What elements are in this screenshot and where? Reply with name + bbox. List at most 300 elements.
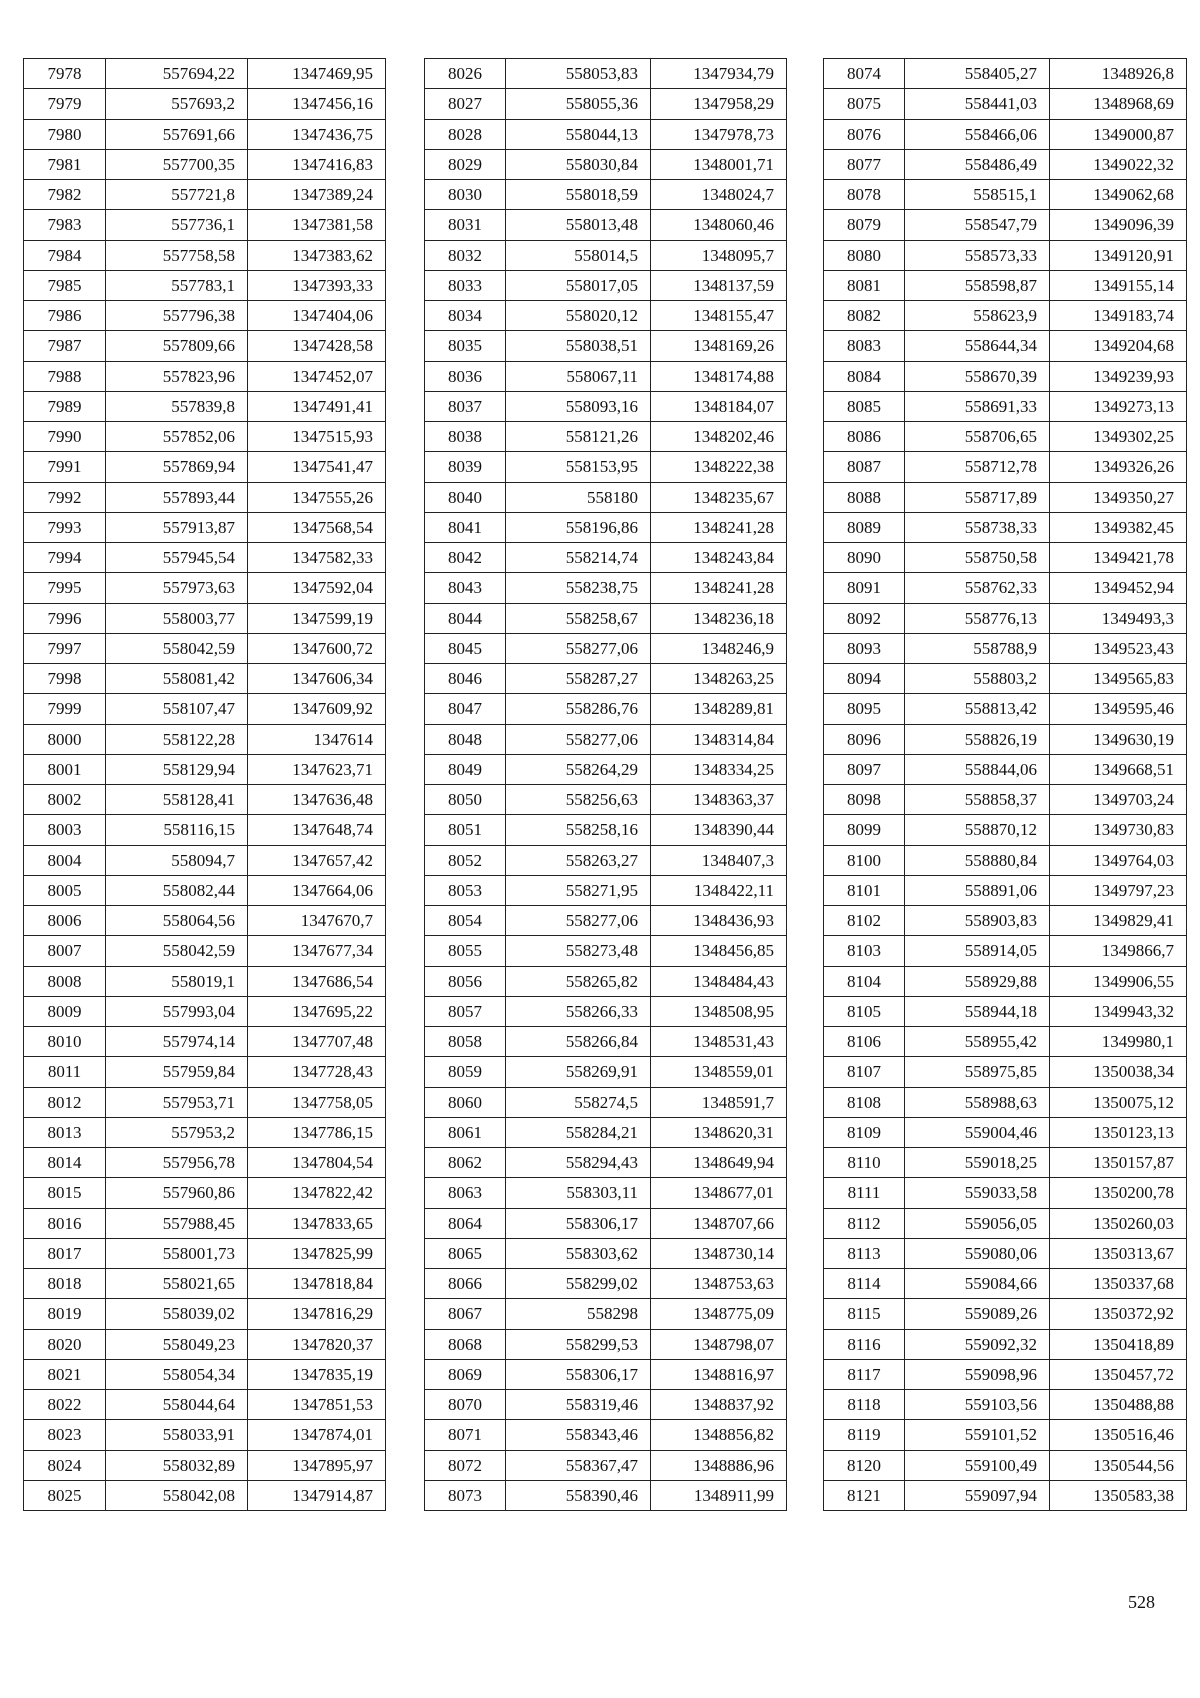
table-row xyxy=(425,694,787,724)
x-coordinate-cell: 558277,06 xyxy=(506,633,651,663)
y-coordinate-cell: 1347677,34 xyxy=(248,936,386,966)
y-coordinate-cell: 1347822,42 xyxy=(248,1178,386,1208)
y-coordinate-cell: 1349943,32 xyxy=(1050,996,1187,1026)
x-coordinate-cell: 557823,96 xyxy=(106,361,248,391)
y-coordinate-cell: 1349523,43 xyxy=(1050,633,1187,663)
table-row xyxy=(24,1148,386,1178)
point-number-cell: 8074 xyxy=(824,59,905,89)
y-coordinate-cell: 1349382,45 xyxy=(1050,512,1187,542)
y-coordinate-cell: 1349764,03 xyxy=(1050,845,1187,875)
table-row xyxy=(824,1027,1187,1057)
point-number-cell: 8024 xyxy=(24,1450,106,1480)
point-number-cell: 8121 xyxy=(824,1480,905,1510)
x-coordinate-cell: 558042,59 xyxy=(106,936,248,966)
y-coordinate-cell: 1349980,1 xyxy=(1050,1027,1187,1057)
table-row xyxy=(824,1148,1187,1178)
y-coordinate-cell: 1347728,43 xyxy=(248,1057,386,1087)
point-number-cell: 8039 xyxy=(425,452,506,482)
y-coordinate-cell: 1347393,33 xyxy=(248,270,386,300)
y-coordinate-cell: 1348968,69 xyxy=(1050,89,1187,119)
table-row xyxy=(24,210,386,240)
table-row xyxy=(425,1208,787,1238)
table-row xyxy=(24,694,386,724)
point-number-cell: 8115 xyxy=(824,1299,905,1329)
table-row xyxy=(425,1450,787,1480)
x-coordinate-cell: 558093,16 xyxy=(506,391,651,421)
y-coordinate-cell: 1349797,23 xyxy=(1050,875,1187,905)
x-coordinate-cell: 558273,48 xyxy=(506,936,651,966)
x-coordinate-cell: 558013,48 xyxy=(506,210,651,240)
y-coordinate-cell: 1348620,31 xyxy=(651,1117,787,1147)
y-coordinate-cell: 1350038,34 xyxy=(1050,1057,1187,1087)
point-number-cell: 8100 xyxy=(824,845,905,875)
table-row xyxy=(425,301,787,331)
point-number-cell: 8012 xyxy=(24,1087,106,1117)
y-coordinate-cell: 1348390,44 xyxy=(651,815,787,845)
table-row xyxy=(24,1329,386,1359)
x-coordinate-cell: 557993,04 xyxy=(106,996,248,1026)
y-coordinate-cell: 1348241,28 xyxy=(651,512,787,542)
x-coordinate-cell: 558644,34 xyxy=(905,331,1050,361)
x-coordinate-cell: 558441,03 xyxy=(905,89,1050,119)
table-row xyxy=(425,89,787,119)
point-number-cell: 8109 xyxy=(824,1117,905,1147)
point-number-cell: 7999 xyxy=(24,694,106,724)
y-coordinate-cell: 1347914,87 xyxy=(248,1480,386,1510)
y-coordinate-cell: 1350157,87 xyxy=(1050,1148,1187,1178)
table-row xyxy=(824,603,1187,633)
table-row xyxy=(24,845,386,875)
x-coordinate-cell: 559097,94 xyxy=(905,1480,1050,1510)
x-coordinate-cell: 558001,73 xyxy=(106,1238,248,1268)
y-coordinate-cell: 1349866,7 xyxy=(1050,936,1187,966)
y-coordinate-cell: 1348407,3 xyxy=(651,845,787,875)
point-number-cell: 8001 xyxy=(24,754,106,784)
y-coordinate-cell: 1347825,99 xyxy=(248,1238,386,1268)
y-coordinate-cell: 1347606,34 xyxy=(248,664,386,694)
x-coordinate-cell: 558054,34 xyxy=(106,1359,248,1389)
point-number-cell: 7988 xyxy=(24,361,106,391)
x-coordinate-cell: 557960,86 xyxy=(106,1178,248,1208)
x-coordinate-cell: 558367,47 xyxy=(506,1450,651,1480)
table-row xyxy=(24,270,386,300)
point-number-cell: 7996 xyxy=(24,603,106,633)
y-coordinate-cell: 1349829,41 xyxy=(1050,906,1187,936)
point-number-cell: 8055 xyxy=(425,936,506,966)
point-number-cell: 8094 xyxy=(824,664,905,694)
table-row xyxy=(824,633,1187,663)
table-row xyxy=(824,1299,1187,1329)
table-row xyxy=(824,391,1187,421)
y-coordinate-cell: 1348137,59 xyxy=(651,270,787,300)
point-number-cell: 8065 xyxy=(425,1238,506,1268)
x-coordinate-cell: 558844,06 xyxy=(905,754,1050,784)
y-coordinate-cell: 1347599,19 xyxy=(248,603,386,633)
x-coordinate-cell: 558264,29 xyxy=(506,754,651,784)
x-coordinate-cell: 558670,39 xyxy=(905,361,1050,391)
x-coordinate-cell: 558042,08 xyxy=(106,1480,248,1510)
x-coordinate-cell: 558265,82 xyxy=(506,966,651,996)
x-coordinate-cell: 558053,83 xyxy=(506,59,651,89)
y-coordinate-cell: 1347568,54 xyxy=(248,512,386,542)
table-row xyxy=(824,845,1187,875)
point-number-cell: 8038 xyxy=(425,422,506,452)
x-coordinate-cell: 558129,94 xyxy=(106,754,248,784)
table-row xyxy=(824,815,1187,845)
table-row xyxy=(824,694,1187,724)
x-coordinate-cell: 557691,66 xyxy=(106,119,248,149)
point-number-cell: 8014 xyxy=(24,1148,106,1178)
point-number-cell: 7995 xyxy=(24,573,106,603)
point-number-cell: 8053 xyxy=(425,875,506,905)
x-coordinate-cell: 558055,36 xyxy=(506,89,651,119)
table-row xyxy=(425,724,787,754)
table-row xyxy=(824,1390,1187,1420)
point-number-cell: 8075 xyxy=(824,89,905,119)
x-coordinate-cell: 559080,06 xyxy=(905,1238,1050,1268)
x-coordinate-cell: 557959,84 xyxy=(106,1057,248,1087)
x-coordinate-cell: 558573,33 xyxy=(905,240,1050,270)
x-coordinate-cell: 557758,58 xyxy=(106,240,248,270)
y-coordinate-cell: 1350075,12 xyxy=(1050,1087,1187,1117)
point-number-cell: 8011 xyxy=(24,1057,106,1087)
x-coordinate-cell: 558266,84 xyxy=(506,1027,651,1057)
table-row xyxy=(24,633,386,663)
y-coordinate-cell: 1348155,47 xyxy=(651,301,787,331)
table-row xyxy=(824,512,1187,542)
table-row xyxy=(425,1299,787,1329)
y-coordinate-cell: 1349000,87 xyxy=(1050,119,1187,149)
point-number-cell: 8056 xyxy=(425,966,506,996)
table-row xyxy=(425,482,787,512)
table-row xyxy=(824,573,1187,603)
table-row xyxy=(824,936,1187,966)
point-number-cell: 8017 xyxy=(24,1238,106,1268)
x-coordinate-cell: 558306,17 xyxy=(506,1208,651,1238)
table-row xyxy=(24,603,386,633)
point-number-cell: 7986 xyxy=(24,301,106,331)
y-coordinate-cell: 1348816,97 xyxy=(651,1359,787,1389)
y-coordinate-cell: 1348707,66 xyxy=(651,1208,787,1238)
coordinate-table-2 xyxy=(424,58,787,1511)
table-row xyxy=(425,1148,787,1178)
y-coordinate-cell: 1348531,43 xyxy=(651,1027,787,1057)
y-coordinate-cell: 1348456,85 xyxy=(651,936,787,966)
point-number-cell: 8045 xyxy=(425,633,506,663)
x-coordinate-cell: 558405,27 xyxy=(905,59,1050,89)
x-coordinate-cell: 557988,45 xyxy=(106,1208,248,1238)
x-coordinate-cell: 559100,49 xyxy=(905,1450,1050,1480)
x-coordinate-cell: 557893,44 xyxy=(106,482,248,512)
y-coordinate-cell: 1348174,88 xyxy=(651,361,787,391)
y-coordinate-cell: 1348926,8 xyxy=(1050,59,1187,89)
x-coordinate-cell: 558738,33 xyxy=(905,512,1050,542)
x-coordinate-cell: 558870,12 xyxy=(905,815,1050,845)
table-row xyxy=(824,180,1187,210)
y-coordinate-cell: 1348775,09 xyxy=(651,1299,787,1329)
x-coordinate-cell: 558033,91 xyxy=(106,1420,248,1450)
x-coordinate-cell: 558803,2 xyxy=(905,664,1050,694)
point-number-cell: 8072 xyxy=(425,1450,506,1480)
point-number-cell: 8106 xyxy=(824,1027,905,1057)
y-coordinate-cell: 1347934,79 xyxy=(651,59,787,89)
coordinate-table-body xyxy=(425,59,787,1511)
x-coordinate-cell: 558116,15 xyxy=(106,815,248,845)
table-row xyxy=(824,906,1187,936)
y-coordinate-cell: 1348911,99 xyxy=(651,1480,787,1510)
coordinate-table-1 xyxy=(23,58,386,1511)
x-coordinate-cell: 557973,63 xyxy=(106,573,248,603)
y-coordinate-cell: 1348246,9 xyxy=(651,633,787,663)
table-row xyxy=(824,331,1187,361)
table-row xyxy=(824,996,1187,1026)
y-coordinate-cell: 1349155,14 xyxy=(1050,270,1187,300)
y-coordinate-cell: 1347818,84 xyxy=(248,1269,386,1299)
x-coordinate-cell: 559018,25 xyxy=(905,1148,1050,1178)
table-row xyxy=(425,180,787,210)
x-coordinate-cell: 558466,06 xyxy=(905,119,1050,149)
table-row xyxy=(824,270,1187,300)
table-row xyxy=(425,361,787,391)
y-coordinate-cell: 1347895,97 xyxy=(248,1450,386,1480)
point-number-cell: 7993 xyxy=(24,512,106,542)
table-row xyxy=(24,119,386,149)
y-coordinate-cell: 1348436,93 xyxy=(651,906,787,936)
table-row xyxy=(425,331,787,361)
x-coordinate-cell: 558299,02 xyxy=(506,1269,651,1299)
y-coordinate-cell: 1350457,72 xyxy=(1050,1359,1187,1389)
point-number-cell: 8042 xyxy=(425,543,506,573)
point-number-cell: 8048 xyxy=(425,724,506,754)
y-coordinate-cell: 1347555,26 xyxy=(248,482,386,512)
table-row xyxy=(824,1329,1187,1359)
point-number-cell: 8043 xyxy=(425,573,506,603)
table-row xyxy=(425,966,787,996)
table-row xyxy=(24,573,386,603)
point-number-cell: 8006 xyxy=(24,906,106,936)
table-row xyxy=(425,270,787,300)
point-number-cell: 8082 xyxy=(824,301,905,331)
point-number-cell: 7984 xyxy=(24,240,106,270)
x-coordinate-cell: 558256,63 xyxy=(506,785,651,815)
x-coordinate-cell: 557693,2 xyxy=(106,89,248,119)
x-coordinate-cell: 558094,7 xyxy=(106,845,248,875)
point-number-cell: 8069 xyxy=(425,1359,506,1389)
table-row xyxy=(824,149,1187,179)
x-coordinate-cell: 558122,28 xyxy=(106,724,248,754)
table-row xyxy=(824,875,1187,905)
y-coordinate-cell: 1348024,7 xyxy=(651,180,787,210)
x-coordinate-cell: 558032,89 xyxy=(106,1450,248,1480)
x-coordinate-cell: 557913,87 xyxy=(106,512,248,542)
point-number-cell: 8087 xyxy=(824,452,905,482)
x-coordinate-cell: 559033,58 xyxy=(905,1178,1050,1208)
table-row xyxy=(425,210,787,240)
point-number-cell: 8015 xyxy=(24,1178,106,1208)
table-row xyxy=(824,1420,1187,1450)
table-row xyxy=(24,512,386,542)
point-number-cell: 8033 xyxy=(425,270,506,300)
x-coordinate-cell: 558274,5 xyxy=(506,1087,651,1117)
x-coordinate-cell: 558691,33 xyxy=(905,391,1050,421)
x-coordinate-cell: 558018,59 xyxy=(506,180,651,210)
point-number-cell: 8067 xyxy=(425,1299,506,1329)
point-number-cell: 8057 xyxy=(425,996,506,1026)
point-number-cell: 8110 xyxy=(824,1148,905,1178)
y-coordinate-cell: 1347389,24 xyxy=(248,180,386,210)
x-coordinate-cell: 558003,77 xyxy=(106,603,248,633)
y-coordinate-cell: 1348289,81 xyxy=(651,694,787,724)
point-number-cell: 7990 xyxy=(24,422,106,452)
y-coordinate-cell: 1349906,55 xyxy=(1050,966,1187,996)
point-number-cell: 8028 xyxy=(425,119,506,149)
point-number-cell: 7991 xyxy=(24,452,106,482)
x-coordinate-cell: 558903,83 xyxy=(905,906,1050,936)
table-row xyxy=(24,1027,386,1057)
x-coordinate-cell: 558988,63 xyxy=(905,1087,1050,1117)
x-coordinate-cell: 558306,17 xyxy=(506,1359,651,1389)
x-coordinate-cell: 558762,33 xyxy=(905,573,1050,603)
point-number-cell: 8071 xyxy=(425,1420,506,1450)
x-coordinate-cell: 558944,18 xyxy=(905,996,1050,1026)
point-number-cell: 7998 xyxy=(24,664,106,694)
y-coordinate-cell: 1348677,01 xyxy=(651,1178,787,1208)
point-number-cell: 8108 xyxy=(824,1087,905,1117)
point-number-cell: 8089 xyxy=(824,512,905,542)
table-row xyxy=(824,89,1187,119)
point-number-cell: 7978 xyxy=(24,59,106,89)
x-coordinate-cell: 558547,79 xyxy=(905,210,1050,240)
y-coordinate-cell: 1350583,38 xyxy=(1050,1480,1187,1510)
table-row xyxy=(24,1420,386,1450)
point-number-cell: 8111 xyxy=(824,1178,905,1208)
table-row xyxy=(24,422,386,452)
x-coordinate-cell: 558975,85 xyxy=(905,1057,1050,1087)
point-number-cell: 8117 xyxy=(824,1359,905,1389)
x-coordinate-cell: 558286,76 xyxy=(506,694,651,724)
point-number-cell: 8003 xyxy=(24,815,106,845)
x-coordinate-cell: 557736,1 xyxy=(106,210,248,240)
point-number-cell: 7981 xyxy=(24,149,106,179)
y-coordinate-cell: 1347381,58 xyxy=(248,210,386,240)
point-number-cell: 8066 xyxy=(425,1269,506,1299)
y-coordinate-cell: 1349096,39 xyxy=(1050,210,1187,240)
y-coordinate-cell: 1347428,58 xyxy=(248,331,386,361)
x-coordinate-cell: 558042,59 xyxy=(106,633,248,663)
point-number-cell: 8084 xyxy=(824,361,905,391)
table-row xyxy=(24,1390,386,1420)
x-coordinate-cell: 557953,71 xyxy=(106,1087,248,1117)
y-coordinate-cell: 1350200,78 xyxy=(1050,1178,1187,1208)
table-row xyxy=(425,59,787,89)
y-coordinate-cell: 1349204,68 xyxy=(1050,331,1187,361)
x-coordinate-cell: 558044,13 xyxy=(506,119,651,149)
table-row xyxy=(24,149,386,179)
x-coordinate-cell: 559004,46 xyxy=(905,1117,1050,1147)
point-number-cell: 8040 xyxy=(425,482,506,512)
y-coordinate-cell: 1348243,84 xyxy=(651,543,787,573)
x-coordinate-cell: 558039,02 xyxy=(106,1299,248,1329)
point-number-cell: 8061 xyxy=(425,1117,506,1147)
y-coordinate-cell: 1347404,06 xyxy=(248,301,386,331)
x-coordinate-cell: 558955,42 xyxy=(905,1027,1050,1057)
table-row xyxy=(24,1480,386,1510)
table-row xyxy=(425,815,787,845)
point-number-cell: 8058 xyxy=(425,1027,506,1057)
table-row xyxy=(824,422,1187,452)
y-coordinate-cell: 1347491,41 xyxy=(248,391,386,421)
y-coordinate-cell: 1347469,95 xyxy=(248,59,386,89)
table-row xyxy=(24,906,386,936)
y-coordinate-cell: 1347958,29 xyxy=(651,89,787,119)
y-coordinate-cell: 1348235,67 xyxy=(651,482,787,512)
point-number-cell: 8059 xyxy=(425,1057,506,1087)
table-row xyxy=(425,996,787,1026)
x-coordinate-cell: 558390,46 xyxy=(506,1480,651,1510)
point-number-cell: 7994 xyxy=(24,543,106,573)
y-coordinate-cell: 1347383,62 xyxy=(248,240,386,270)
table-row xyxy=(425,1390,787,1420)
point-number-cell: 8105 xyxy=(824,996,905,1026)
x-coordinate-cell: 558258,16 xyxy=(506,815,651,845)
table-row xyxy=(24,1208,386,1238)
y-coordinate-cell: 1349595,46 xyxy=(1050,694,1187,724)
y-coordinate-cell: 1347456,16 xyxy=(248,89,386,119)
point-number-cell: 7979 xyxy=(24,89,106,119)
point-number-cell: 8091 xyxy=(824,573,905,603)
x-coordinate-cell: 558277,06 xyxy=(506,906,651,936)
point-number-cell: 8113 xyxy=(824,1238,905,1268)
table-row xyxy=(824,966,1187,996)
point-number-cell: 8020 xyxy=(24,1329,106,1359)
x-coordinate-cell: 558706,65 xyxy=(905,422,1050,452)
x-coordinate-cell: 558082,44 xyxy=(106,875,248,905)
x-coordinate-cell: 558712,78 xyxy=(905,452,1050,482)
table-row xyxy=(425,1420,787,1450)
x-coordinate-cell: 558266,33 xyxy=(506,996,651,1026)
y-coordinate-cell: 1348169,26 xyxy=(651,331,787,361)
y-coordinate-cell: 1347686,54 xyxy=(248,966,386,996)
x-coordinate-cell: 558880,84 xyxy=(905,845,1050,875)
point-number-cell: 8002 xyxy=(24,785,106,815)
point-number-cell: 8034 xyxy=(425,301,506,331)
x-coordinate-cell: 558128,41 xyxy=(106,785,248,815)
point-number-cell: 8118 xyxy=(824,1390,905,1420)
table-row xyxy=(24,1117,386,1147)
table-row xyxy=(24,452,386,482)
point-number-cell: 8063 xyxy=(425,1178,506,1208)
table-row xyxy=(24,89,386,119)
point-number-cell: 8081 xyxy=(824,270,905,300)
y-coordinate-cell: 1350544,56 xyxy=(1050,1450,1187,1480)
table-row xyxy=(824,785,1187,815)
point-number-cell: 7985 xyxy=(24,270,106,300)
point-number-cell: 7992 xyxy=(24,482,106,512)
table-row xyxy=(425,1269,787,1299)
table-row xyxy=(824,1238,1187,1268)
y-coordinate-cell: 1349630,19 xyxy=(1050,724,1187,754)
y-coordinate-cell: 1348236,18 xyxy=(651,603,787,633)
x-coordinate-cell: 557869,94 xyxy=(106,452,248,482)
table-row xyxy=(824,59,1187,89)
point-number-cell: 8120 xyxy=(824,1450,905,1480)
y-coordinate-cell: 1347592,04 xyxy=(248,573,386,603)
y-coordinate-cell: 1349326,26 xyxy=(1050,452,1187,482)
y-coordinate-cell: 1348484,43 xyxy=(651,966,787,996)
point-number-cell: 8076 xyxy=(824,119,905,149)
y-coordinate-cell: 1347804,54 xyxy=(248,1148,386,1178)
x-coordinate-cell: 558030,84 xyxy=(506,149,651,179)
